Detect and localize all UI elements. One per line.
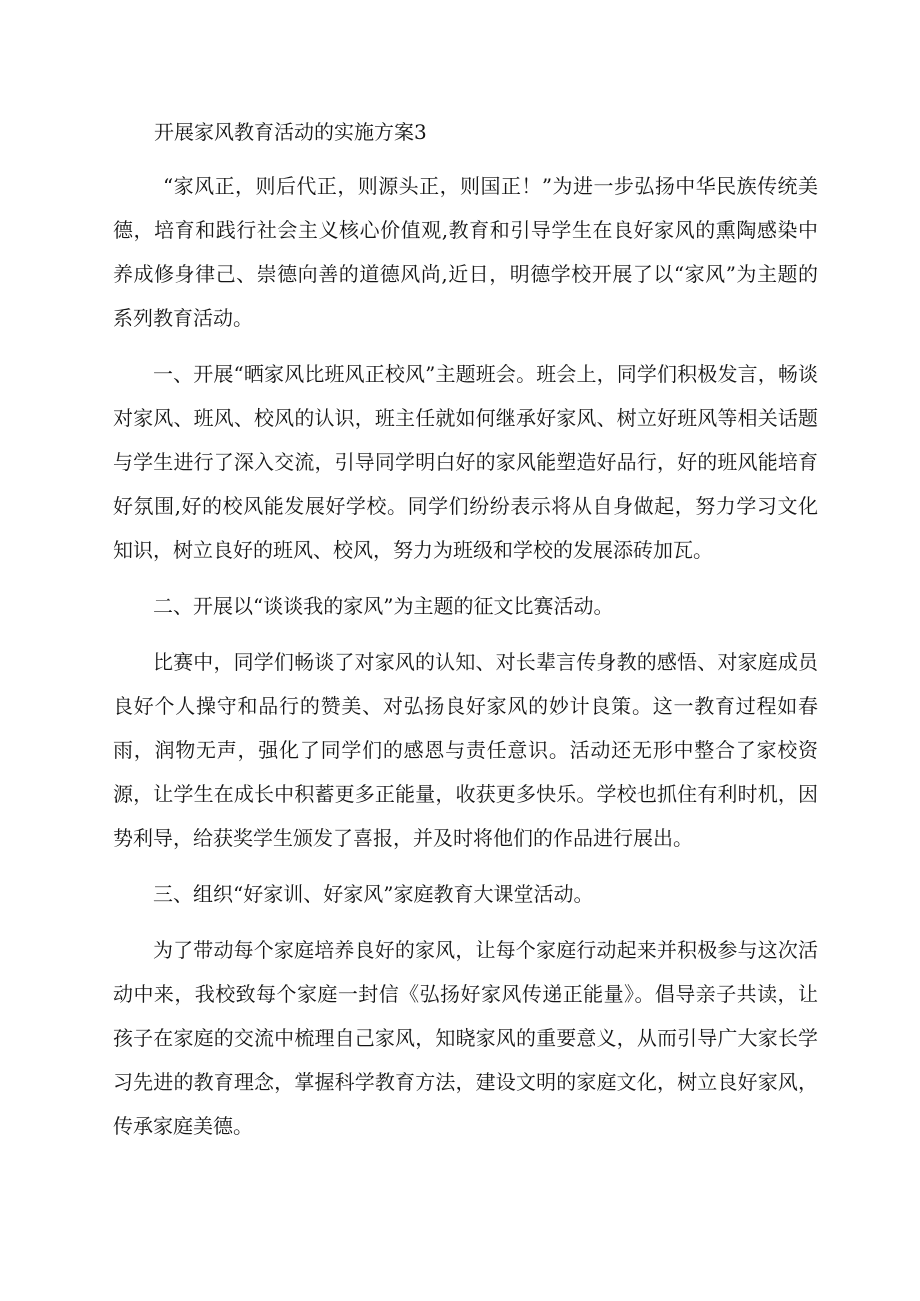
paragraph-section-one: 一、开展“晒家风比班风正校风”主题班会。班会上，同学们积极发言，畅谈对家风、班风、校风的认识，班主任就如何继承好家风、树立好班风等相关话题与学生进行了深入交流，引导同学明白好的家风能塑造好品行，好的班风能培育好氛围,好的校风能发展好学校。同学们纷纷表示将从自身做起，努力学习文化知识，树立良好的班风、校风，努力为班级和学校的发展添砖加瓦。 bbox=[113, 362, 818, 562]
paragraph-section-two-heading: 二、开展以“谈谈我的家风”为主题的征文比赛活动。 bbox=[153, 594, 614, 618]
paragraph-intro: “家风正，则后代正，则源头正，则国正！”为进一步弘扬中华民族传统美德，培育和践行社会主义核心价值观,教育和引导学生在良好家风的熏陶感染中养成修身律己、崇德向善的道德风尚,近日，明德学校开展了以“家风”为主题的系列教育活动。 bbox=[113, 174, 818, 330]
paragraph-section-three-heading: 三、组织“好家训、好家风”家庭教育大课堂活动。 bbox=[153, 882, 594, 906]
paragraph-section-three-body: 为了带动每个家庭培养良好的家风，让每个家庭行动起来并积极参与这次活动中来，我校致每个家庭一封信《弘扬好家风传递正能量》。倡导亲子共读，让孩子在家庭的交流中梳理自己家风，知晓家风的重要意义，从而引导广大家长学习先进的教育理念，掌握科学教育方法，建设文明的家庭文化，树立良好家风，传承家庭美德。 bbox=[113, 938, 818, 1138]
document-title: 开展家风教育活动的实施方案3 bbox=[154, 120, 427, 144]
document-body bbox=[113, 164, 818, 1160]
paragraph-section-two-body: 比赛中，同学们畅谈了对家风的认知、对长辈言传身教的感悟、对家庭成员良好个人操守和品行的赞美、对弘扬良好家风的妙计良策。这一教育过程如春雨，润物无声，强化了同学们的感恩与责任意识。活动还无形中整合了家校资源，让学生在成长中积蓄更多正能量，收获更多快乐。学校也抓住有利时机，因势利导，给获奖学生颁发了喜报，并及时将他们的作品进行展出。 bbox=[113, 650, 818, 850]
